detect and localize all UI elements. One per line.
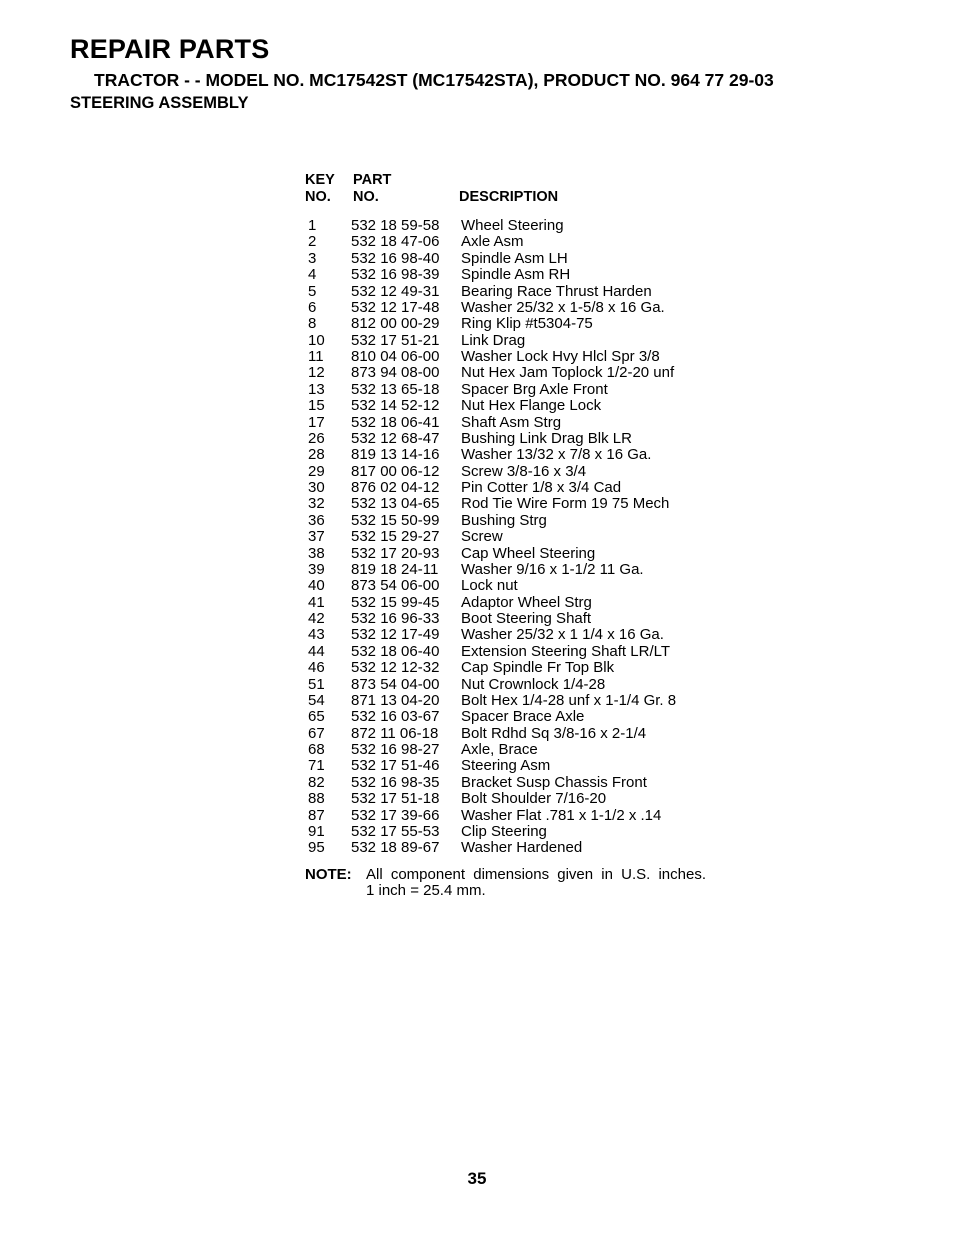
note-text xyxy=(366,867,706,899)
part-no-header: PART NO. xyxy=(353,172,392,205)
part-no-cell: 871 13 04-20 xyxy=(351,691,440,709)
key-no-cell: 38 xyxy=(308,544,325,562)
description-cell: Boot Steering Shaft xyxy=(461,610,592,627)
key-no-cell: 54 xyxy=(308,691,325,709)
table-row xyxy=(305,398,725,414)
key-no-cell: 12 xyxy=(308,364,325,382)
description-cell: Wheel Steering xyxy=(461,217,564,234)
table-row xyxy=(305,267,725,283)
part-no-cell: 532 16 96-33 xyxy=(351,610,440,627)
part-no-cell: 873 54 06-00 xyxy=(351,577,440,595)
table-row xyxy=(305,218,725,234)
description-cell: Extension Steering Shaft LR/LT xyxy=(461,642,671,660)
table-row xyxy=(305,709,725,725)
page-subtitle: TRACTOR - - MODEL NO. MC17542ST (MC17542STA), PRODUCT NO. 964 77 29-03 xyxy=(94,70,774,90)
part-no-cell: 819 13 14-16 xyxy=(351,446,440,464)
description-cell: Bolt Shoulder 7/16-20 xyxy=(461,790,607,808)
table-row xyxy=(305,824,725,840)
part-no-cell: 532 18 59-58 xyxy=(351,217,440,234)
table-row xyxy=(305,496,725,512)
table-row xyxy=(305,464,725,480)
note-label: NOTE: xyxy=(305,865,352,883)
table-row xyxy=(305,627,725,643)
part-no-cell: 532 12 68-47 xyxy=(351,429,440,447)
part-no-cell: 532 17 51-21 xyxy=(351,331,440,349)
description-cell: Nut Crownlock 1/4-28 xyxy=(461,675,606,693)
part-no-cell: 532 12 17-48 xyxy=(351,298,440,316)
part-no-cell: 532 14 52-12 xyxy=(351,397,440,415)
key-no-cell: 3 xyxy=(308,249,317,267)
description-cell: Shaft Asm Strg xyxy=(461,413,562,431)
part-no-cell: 532 16 98-39 xyxy=(351,266,440,284)
part-no-cell: 532 16 98-27 xyxy=(351,741,440,758)
table-row xyxy=(305,758,725,774)
key-no-cell: 41 xyxy=(308,593,325,611)
key-no-header: KEY NO. xyxy=(305,172,335,205)
key-no-cell: 26 xyxy=(308,429,325,447)
key-no-cell: 44 xyxy=(308,642,325,660)
key-no-cell: 6 xyxy=(308,298,317,316)
description-cell: Axle Asm xyxy=(461,233,524,251)
table-row xyxy=(305,234,725,250)
table-row xyxy=(305,365,725,381)
table-row xyxy=(305,742,725,758)
description-cell: Nut Hex Jam Toplock 1/2-20 unf xyxy=(461,364,675,382)
table-row xyxy=(305,431,725,447)
key-no-cell: 46 xyxy=(308,659,325,677)
page-title: REPAIR PARTS xyxy=(70,34,270,64)
description-cell: Ring Klip #t5304-75 xyxy=(461,315,593,333)
table-row xyxy=(305,726,725,742)
description-cell: Pin Cotter 1/8 x 3/4 Cad xyxy=(461,479,622,496)
part-no-cell: 872 11 06-18 xyxy=(351,724,439,742)
description-cell: Bushing Link Drag Blk LR xyxy=(461,429,632,447)
part-no-cell: 532 17 55-53 xyxy=(351,822,440,840)
key-no-cell: 71 xyxy=(308,757,325,775)
parts-list-block xyxy=(305,172,725,899)
note-line-1: All component dimensions given in U.S. inches. xyxy=(366,865,706,883)
key-no-cell: 11 xyxy=(308,348,324,365)
description-cell: Bolt Rdhd Sq 3/8-16 x 2-1/4 xyxy=(461,724,647,742)
part-no-cell: 532 18 47-06 xyxy=(351,233,440,251)
table-row xyxy=(305,546,725,562)
part-no-cell: 532 18 06-40 xyxy=(351,642,440,660)
description-cell: Washer 25/32 x 1-5/8 x 16 Ga. xyxy=(461,298,665,316)
part-no-cell: 532 18 89-67 xyxy=(351,839,440,857)
key-no-cell: 39 xyxy=(308,560,325,578)
description-cell: Bearing Race Thrust Harden xyxy=(461,282,652,300)
table-row xyxy=(305,447,725,463)
table-row xyxy=(305,333,725,349)
description-cell: Washer 13/32 x 7/8 x 16 Ga. xyxy=(461,446,652,464)
table-row xyxy=(305,660,725,676)
description-cell: Axle, Brace xyxy=(461,741,538,758)
key-no-cell: 8 xyxy=(308,315,317,333)
part-no-cell: 532 16 03-67 xyxy=(351,708,440,726)
description-cell: Bolt Hex 1/4-28 unf x 1-1/4 Gr. 8 xyxy=(461,691,677,709)
page-number: 35 xyxy=(467,1169,487,1188)
key-no-cell: 28 xyxy=(308,446,325,464)
key-no-cell: 65 xyxy=(308,708,325,726)
table-row xyxy=(305,808,725,824)
part-no-cell: 532 16 98-40 xyxy=(351,249,440,267)
key-no-cell: 29 xyxy=(308,462,325,480)
description-cell: Spacer Brg Axle Front xyxy=(461,380,608,398)
table-row xyxy=(305,415,725,431)
table-row xyxy=(305,791,725,807)
table-row xyxy=(305,480,725,496)
key-no-cell: 51 xyxy=(308,675,325,693)
description-cell: Adaptor Wheel Strg xyxy=(461,593,592,611)
part-no-cell: 810 04 06-00 xyxy=(351,348,440,365)
table-row xyxy=(305,316,725,332)
description-cell: Bushing Strg xyxy=(461,511,547,529)
description-cell: Spindle Asm LH xyxy=(461,249,568,267)
table-row xyxy=(305,284,725,300)
part-no-cell: 532 18 06-41 xyxy=(351,413,440,431)
key-no-cell: 1 xyxy=(308,217,317,234)
part-no-cell: 532 15 99-45 xyxy=(351,593,440,611)
description-cell: Nut Hex Flange Lock xyxy=(461,397,602,415)
part-no-cell: 532 17 51-46 xyxy=(351,757,440,775)
part-no-cell: 532 12 49-31 xyxy=(351,282,440,300)
parts-list xyxy=(305,218,725,857)
key-no-cell: 91 xyxy=(308,822,325,840)
table-row xyxy=(305,513,725,529)
part-no-cell: 812 00 00-29 xyxy=(351,315,440,333)
table-row xyxy=(305,775,725,791)
description-header: DESCRIPTION xyxy=(459,189,559,205)
description-cell: Washer 9/16 x 1-1/2 11 Ga. xyxy=(461,560,644,578)
key-no-cell: 88 xyxy=(308,790,325,808)
table-row xyxy=(305,251,725,267)
key-no-cell: 82 xyxy=(308,773,325,791)
table-row xyxy=(305,578,725,594)
part-no-cell: 817 00 06-12 xyxy=(351,462,440,480)
key-no-cell: 37 xyxy=(308,528,325,546)
key-no-cell: 67 xyxy=(308,724,325,742)
table-row xyxy=(305,300,725,316)
key-no-cell: 36 xyxy=(308,511,325,529)
key-no-cell: 87 xyxy=(308,806,325,824)
description-cell: Rod Tie Wire Form 19 75 Mech xyxy=(461,495,670,513)
description-cell: Lock nut xyxy=(461,577,518,595)
part-no-cell: 532 17 51-18 xyxy=(351,790,440,808)
key-no-cell: 42 xyxy=(308,610,325,627)
description-cell: Screw 3/8-16 x 3/4 xyxy=(461,462,587,480)
description-cell: Link Drag xyxy=(461,331,526,349)
key-no-cell: 2 xyxy=(308,233,317,251)
key-no-cell: 32 xyxy=(308,495,325,513)
table-row xyxy=(305,644,725,660)
section-title: STEERING ASSEMBLY xyxy=(70,94,249,112)
table-row xyxy=(305,349,725,365)
description-cell: Washer 25/32 x 1 1/4 x 16 Ga. xyxy=(461,626,664,644)
description-cell: Clip Steering xyxy=(461,822,547,840)
part-no-cell: 532 12 17-49 xyxy=(351,626,440,644)
description-cell: Screw xyxy=(461,528,503,546)
key-no-cell: 10 xyxy=(308,331,325,349)
part-no-cell: 532 13 04-65 xyxy=(351,495,440,513)
key-no-cell: 68 xyxy=(308,741,325,758)
part-no-cell: 873 54 04-00 xyxy=(351,675,440,693)
part-no-cell: 532 15 29-27 xyxy=(351,528,440,546)
table-row xyxy=(305,611,725,627)
key-no-cell: 15 xyxy=(308,397,325,415)
description-cell: Washer Lock Hvy Hlcl Spr 3/8 xyxy=(461,348,660,365)
key-no-cell: 40 xyxy=(308,577,325,595)
part-no-cell: 876 02 04-12 xyxy=(351,479,440,496)
table-row xyxy=(305,382,725,398)
description-cell: Washer Flat .781 x 1-1/2 x .14 xyxy=(461,806,662,824)
part-no-cell: 532 17 39-66 xyxy=(351,806,440,824)
table-row xyxy=(305,840,725,856)
key-no-cell: 30 xyxy=(308,479,325,496)
description-cell: Bracket Susp Chassis Front xyxy=(461,773,647,791)
part-no-cell: 819 18 24-11 xyxy=(351,560,439,578)
key-no-cell: 13 xyxy=(308,380,325,398)
table-row xyxy=(305,677,725,693)
part-no-cell: 532 15 50-99 xyxy=(351,511,440,529)
key-no-cell: 43 xyxy=(308,626,325,644)
part-no-cell: 873 94 08-00 xyxy=(351,364,440,382)
part-no-cell: 532 16 98-35 xyxy=(351,773,440,791)
description-cell: Spindle Asm RH xyxy=(461,266,571,284)
table-row xyxy=(305,529,725,545)
description-cell: Cap Spindle Fr Top Blk xyxy=(461,659,615,677)
key-no-cell: 5 xyxy=(308,282,317,300)
key-no-cell: 95 xyxy=(308,839,325,857)
key-no-cell: 4 xyxy=(308,266,317,284)
table-row xyxy=(305,562,725,578)
description-cell: Steering Asm xyxy=(461,757,551,775)
table-row xyxy=(305,693,725,709)
note-line-2: 1 inch = 25.4 mm. xyxy=(366,881,486,899)
description-cell: Washer Hardened xyxy=(461,839,583,857)
key-no-cell: 17 xyxy=(308,413,325,431)
table-row xyxy=(305,595,725,611)
part-no-cell: 532 12 12-32 xyxy=(351,659,440,677)
part-no-cell: 532 13 65-18 xyxy=(351,380,440,398)
description-cell: Spacer Brace Axle xyxy=(461,708,585,726)
column-headers xyxy=(305,172,725,210)
part-no-cell: 532 17 20-93 xyxy=(351,544,440,562)
description-cell: Cap Wheel Steering xyxy=(461,544,596,562)
